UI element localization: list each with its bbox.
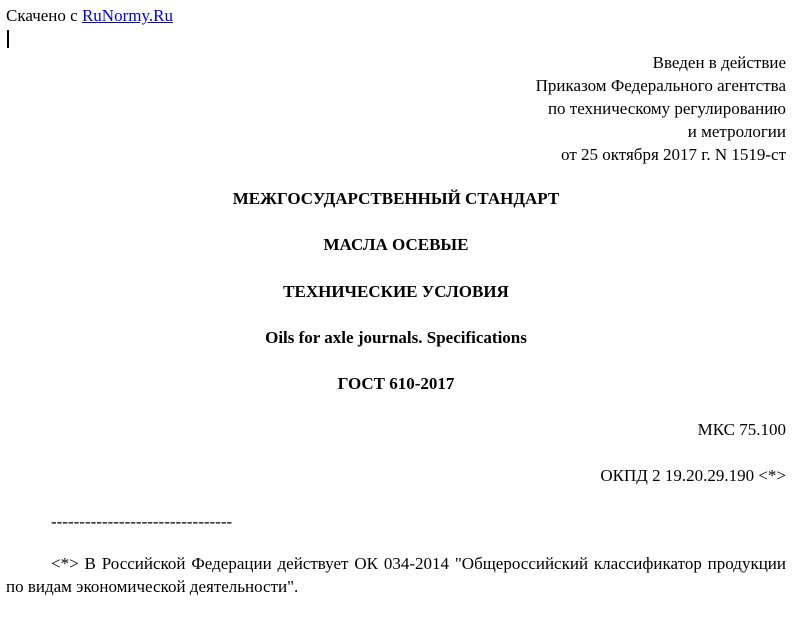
intro-line: и метрологии (687, 122, 786, 141)
source-link[interactable]: RuNormy.Ru (81, 6, 173, 25)
standard-name-title: МАСЛА ОСЕВЫЕ (323, 235, 469, 254)
footnote-separator: -------------------------------- (51, 512, 233, 531)
standard-type-title: МЕЖГОСУДАРСТВЕННЫЙ СТАНДАРТ (232, 189, 560, 208)
intro-block (536, 51, 786, 166)
english-title: Oils for axle journals. Specifications (265, 328, 527, 347)
source-line (6, 6, 173, 26)
footnote-text: <*> В Российской Федерации действует ОК 034-2014 "Общероссийский классификатор продукции по видам экономической деятельности". (6, 554, 786, 596)
standard-subtitle: ТЕХНИЧЕСКИЕ УСЛОВИЯ (283, 282, 509, 301)
intro-line: от 25 октября 2017 г. N 1519-ст (561, 145, 786, 164)
source-prefix: Скачено с (6, 6, 82, 25)
intro-line: Введен в действие (652, 53, 786, 72)
intro-line: Приказом Федерального агентства (535, 76, 786, 95)
text-cursor (7, 30, 9, 48)
intro-line: по техническому регулированию (547, 99, 786, 118)
okpd-code: ОКПД 2 19.20.29.190 <*> (600, 466, 786, 485)
mks-code: МКС 75.100 (697, 420, 786, 439)
gost-code: ГОСТ 610-2017 (337, 374, 455, 393)
